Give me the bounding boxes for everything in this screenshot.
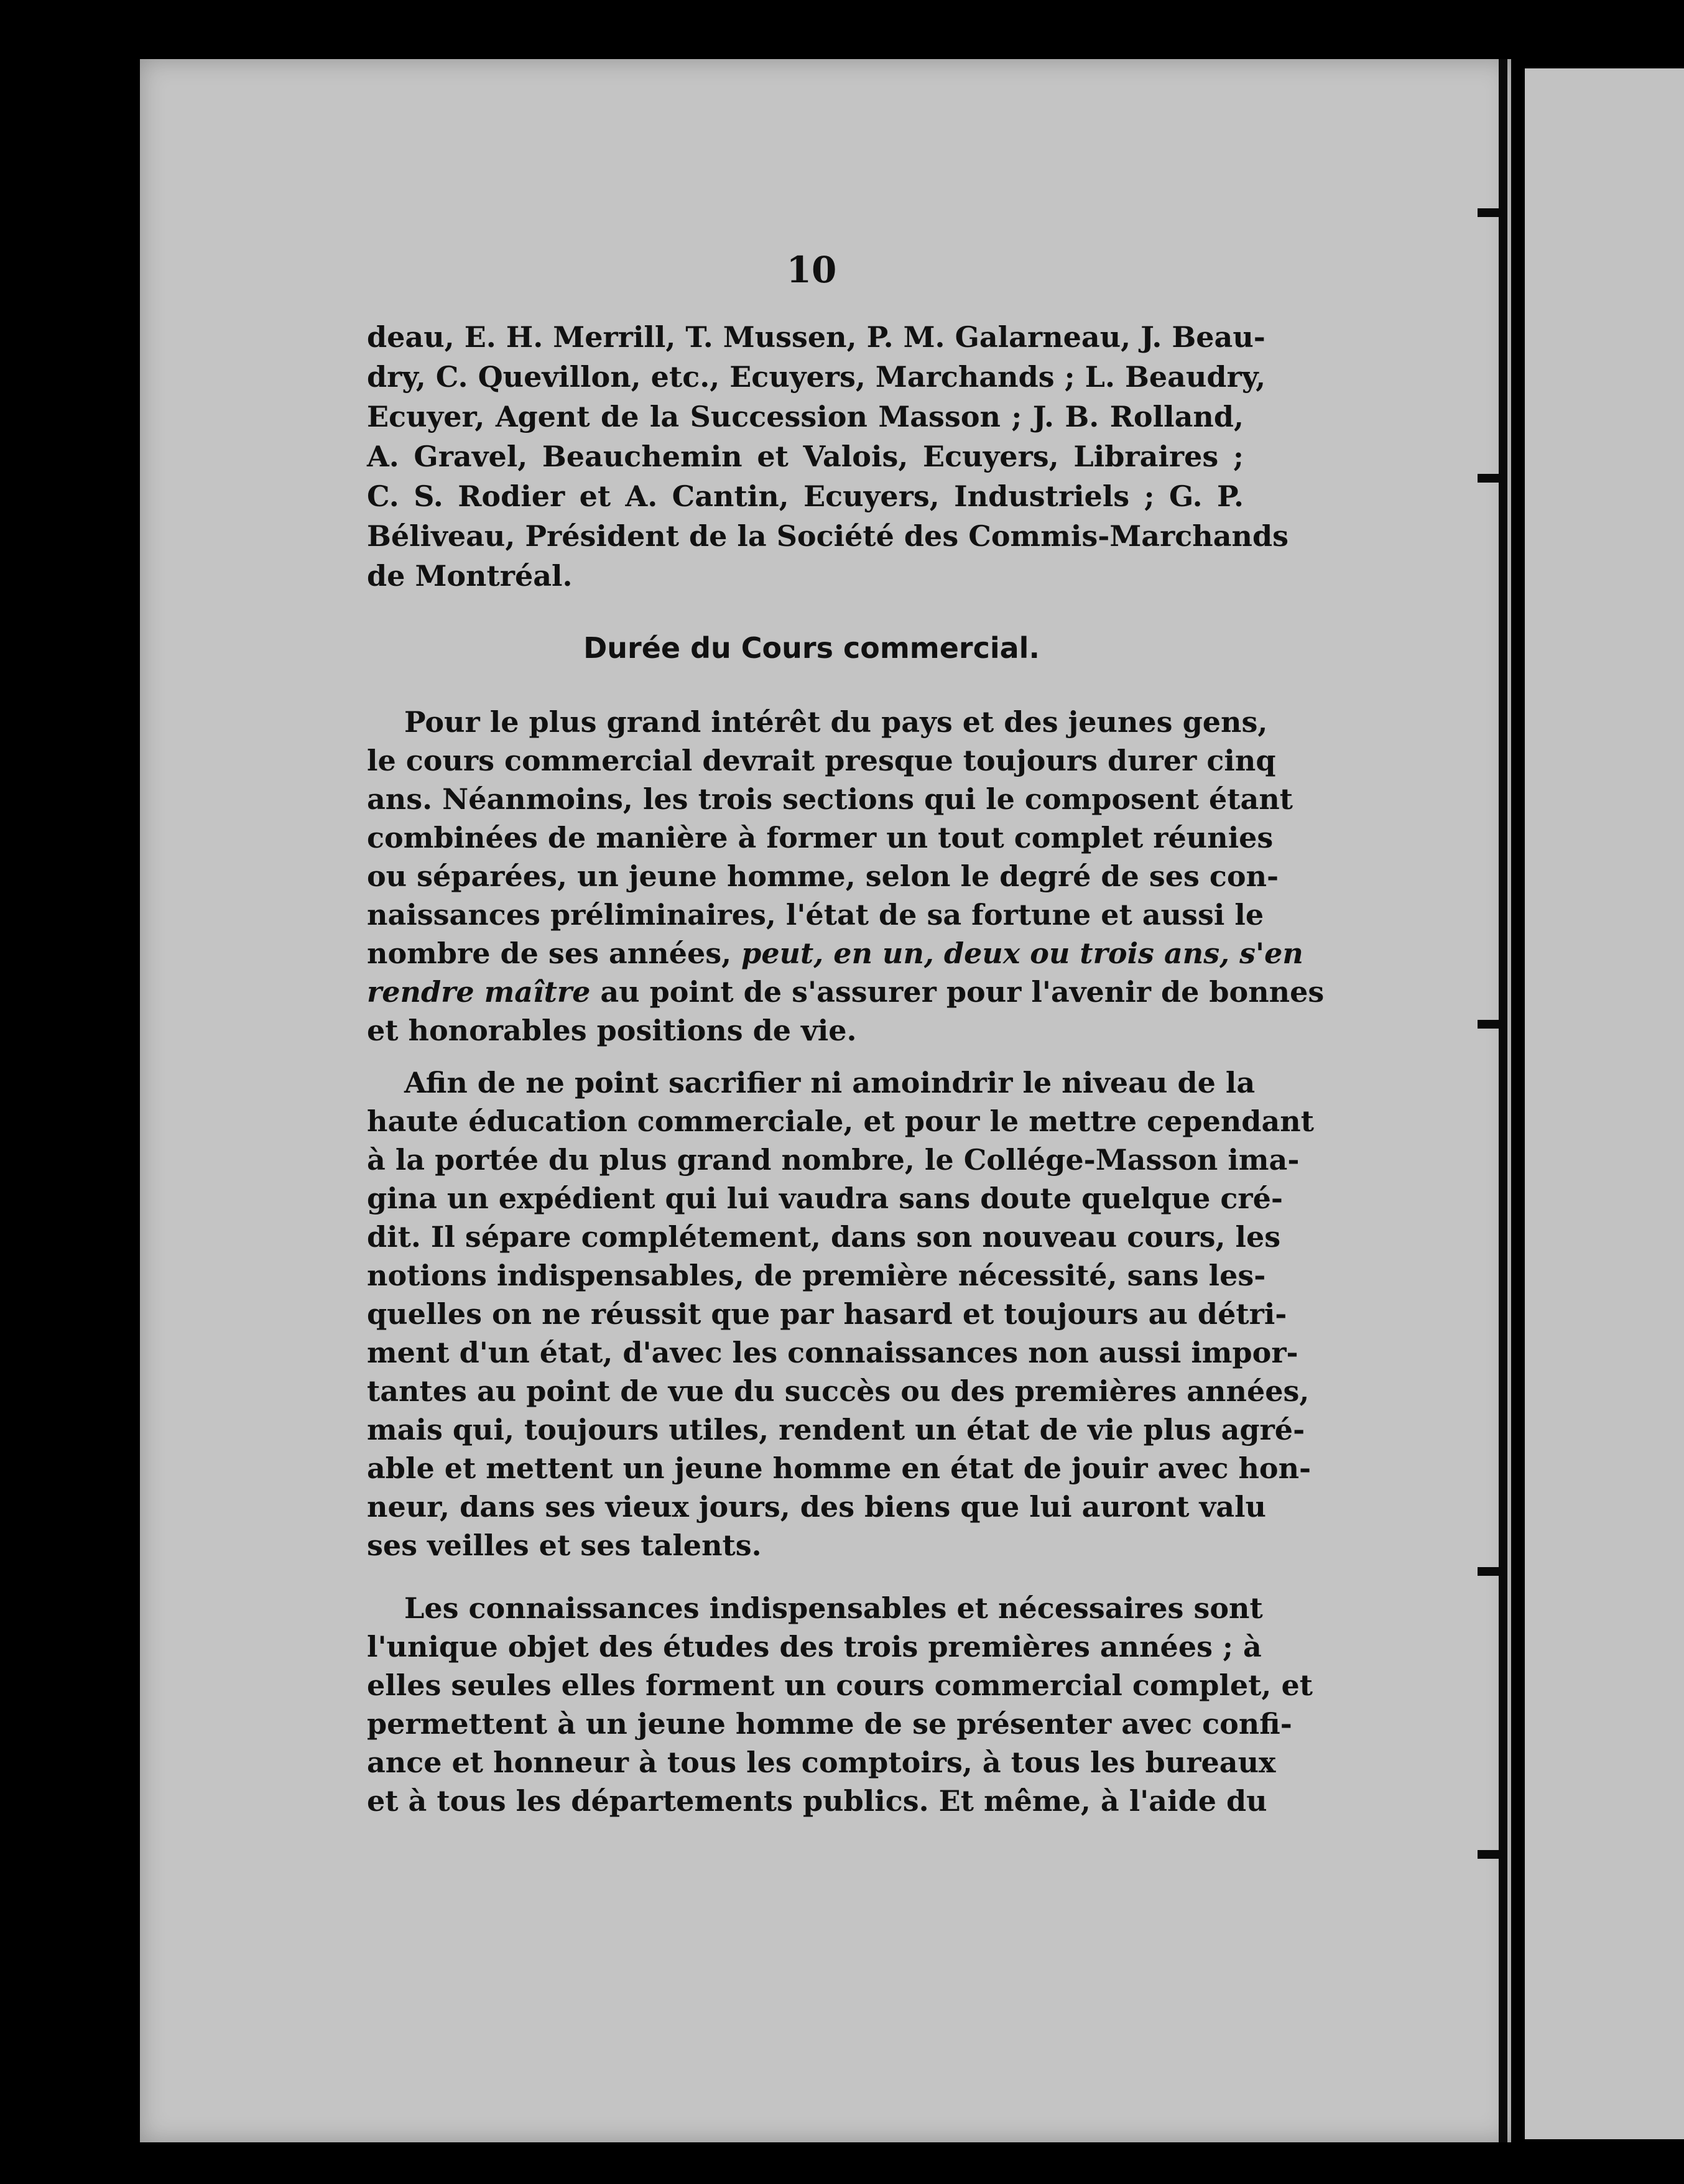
text-line: elles seules elles forment un cours commercial complet, et — [367, 1668, 1313, 1702]
text-line: ment d'un état, d'avec les connaissances non aussi impor- — [367, 1336, 1298, 1369]
page-binding — [1499, 59, 1507, 2142]
text-line: Afin de ne point sacrifier ni amoindrir le niveau de la — [404, 1066, 1256, 1099]
text-line: Pour le plus grand intérêt du pays et des jeunes gens, — [404, 705, 1268, 739]
italic-run: peut, en un, deux ou trois ans, s'en — [741, 937, 1303, 970]
section-heading: Durée du Cours commercial. — [583, 631, 1040, 665]
text-line: permettent à un jeune homme de se présenter avec confi- — [367, 1707, 1292, 1741]
paragraph-1 — [367, 703, 1325, 1050]
text-line: et à tous les départements publics. Et même, à l'aide du — [367, 1784, 1267, 1818]
text-line: à la portée du plus grand nombre, le Collége-Masson ima- — [367, 1143, 1300, 1177]
text-line: de Montréal. — [367, 559, 573, 593]
text-line: notions indispensables, de première nécessité, sans les- — [367, 1259, 1266, 1292]
text-line: neur, dans ses vieux jours, des biens que lui auront valu — [367, 1490, 1266, 1524]
binding-stitch — [1478, 1850, 1505, 1859]
text-line: naissances préliminaires, l'état de sa fortune et aussi le — [367, 898, 1264, 932]
text-line: ance et honneur à tous les comptoirs, à tous les bureaux — [367, 1746, 1276, 1779]
text-line: ans. Néanmoins, les trois sections qui le composent étant — [367, 782, 1293, 816]
text-line — [367, 973, 1325, 1011]
text-run: nombre de ses années, — [367, 937, 742, 970]
text-line: quelles on ne réussit que par hasard et toujours au détri- — [367, 1297, 1287, 1331]
binding-stitch — [1478, 474, 1505, 483]
intro-paragraph — [367, 317, 1289, 596]
italic-run: rendre maître — [367, 975, 591, 1009]
text-line: l'unique objet des études des trois premières années ; à — [367, 1630, 1262, 1663]
text-line: gina un expédient qui lui vaudra sans doute quelque cré- — [367, 1182, 1283, 1215]
text-line: combinées de manière à former un tout complet réunies — [367, 821, 1274, 854]
binding-stitch — [1478, 208, 1505, 217]
text-line: ses veilles et ses talents. — [367, 1529, 762, 1562]
paragraph-3 — [367, 1589, 1313, 1820]
page-number: 10 — [786, 249, 837, 291]
paragraph-2 — [367, 1063, 1314, 1565]
text-line — [367, 934, 1303, 973]
text-line: dry, C. Quevillon, etc., Ecuyers, Marchands ; L. Beaudry, — [367, 360, 1266, 394]
text-line: le cours commercial devrait presque toujours durer cinq — [367, 744, 1276, 777]
text-line: ou séparées, un jeune homme, selon le degré de ses con- — [367, 859, 1279, 893]
text-line: Les connaissances indispensables et nécessaires sont — [404, 1591, 1263, 1625]
text-line: et honorables positions de vie. — [367, 1014, 857, 1047]
text-run: au point de s'assurer pour l'avenir de bonnes — [590, 975, 1325, 1009]
text-line: dit. Il sépare complétement, dans son nouveau cours, les — [367, 1220, 1281, 1254]
text-line: haute éducation commerciale, et pour le mettre cependant — [367, 1104, 1314, 1138]
binding-stitch — [1478, 1020, 1505, 1029]
text-line: able et mettent un jeune homme en état de jouir avec hon- — [367, 1451, 1312, 1485]
binding-stitch — [1478, 1567, 1505, 1576]
text-line: deau, E. H. Merrill, T. Mussen, P. M. Galarneau, J. Beau- — [367, 320, 1265, 354]
text-line: C. S. Rodier et A. Cantin, Ecuyers, Industriels ; G. P. — [367, 479, 1244, 513]
text-line: tantes au point de vue du succès ou des premières années, — [367, 1374, 1310, 1408]
text-line: Ecuyer, Agent de la Succession Masson ; J. B. Rolland, — [367, 400, 1244, 433]
text-line: mais qui, toujours utiles, rendent un état de vie plus agré- — [367, 1413, 1305, 1446]
text-line: A. Gravel, Beauchemin et Valois, Ecuyers, Libraires ; — [367, 440, 1244, 473]
text-line: Béliveau, Président de la Société des Commis-Marchands — [367, 519, 1289, 553]
facing-page — [1525, 68, 1684, 2139]
